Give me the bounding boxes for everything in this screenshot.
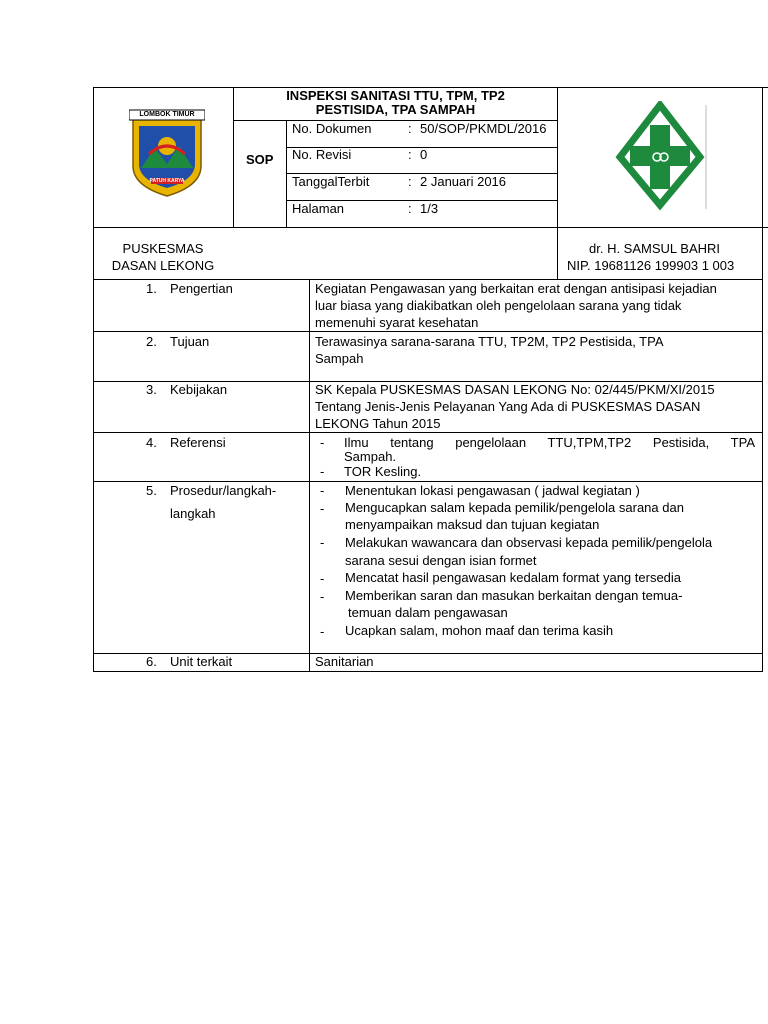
section-label: Kebijakan	[170, 382, 228, 397]
section-text-line: memenuhi syarat kesehatan	[315, 315, 479, 330]
procedure-step: menyampaikan maksud dan tujuan kegiatan	[345, 517, 600, 532]
section-number: 5.	[146, 483, 157, 498]
org-name-line-2: DASAN LEKONG	[111, 258, 215, 273]
section-label: Referensi	[170, 435, 226, 450]
title-line-2: PESTISIDA, TPA SAMPAH	[315, 102, 476, 117]
section-number: 6.	[146, 654, 157, 669]
bullet-dash: -	[320, 435, 325, 450]
procedure-step: Mencatat hasil pengawasan kedalam format yang tersedia	[345, 570, 682, 585]
sop-label: SOP	[246, 152, 274, 167]
reference-item: Ilmu tentang pengelolaan TTU,TPM,TP2 Pestisida, TPA	[344, 435, 755, 450]
bullet-dash: -	[320, 501, 325, 516]
section-number: 1.	[146, 281, 157, 296]
title-line-1: INSPEKSI SANITASI TTU, TPM, TP2	[286, 88, 505, 103]
section-text-line: Sampah	[315, 351, 364, 366]
section-number: 4.	[146, 435, 157, 450]
head-nip: NIP. 19681126 199903 1 003	[567, 258, 735, 273]
logo-banner-text: LOMBOK TIMUR	[139, 111, 195, 118]
reference-item: TOR Kesling.	[344, 464, 422, 479]
procedure-step: Melakukan wawancara dan observasi kepada pemilik/pengelola	[345, 535, 713, 550]
meta-label: No. Dokumen	[292, 121, 372, 136]
org-name-line-1: PUSKESMAS	[122, 241, 204, 256]
section-label: Unit terkait	[170, 654, 233, 669]
bullet-dash: -	[320, 571, 325, 586]
procedure-step: Menentukan lokasi pengawasan ( jadwal kegiatan )	[345, 483, 640, 498]
procedure-step: Memberikan saran dan masukan berkaitan dengan temua-	[345, 588, 683, 603]
section-value: Sanitarian	[315, 654, 374, 669]
section-text-line: LEKONG Tahun 2015	[315, 416, 441, 431]
section-label: Pengertian	[170, 281, 233, 296]
section-text-line: Tentang Jenis-Jenis Pelayanan Yang Ada di PUSKESMAS DASAN	[315, 399, 701, 414]
meta-label: TanggalTerbit	[292, 174, 370, 189]
procedure-step: Mengucapkan salam kepada pemilik/pengelola sarana dan	[345, 500, 684, 515]
bullet-dash: -	[320, 464, 325, 479]
puskesmas-logo	[610, 101, 710, 211]
section-text-line: luar biasa yang diakibatkan oleh pengelolaan sarana yang tidak	[315, 298, 682, 313]
meta-sep: :	[408, 121, 412, 136]
meta-label: Halaman	[292, 201, 345, 216]
procedure-step: sarana sesui dengan isian formet	[345, 553, 537, 568]
procedure-step: temuan dalam pengawasan	[348, 605, 508, 620]
page-title	[233, 89, 558, 117]
bullet-dash: -	[320, 535, 325, 550]
section-label: Tujuan	[170, 334, 210, 349]
meta-label: No. Revisi	[292, 147, 352, 162]
meta-value: 0	[420, 147, 428, 162]
meta-sep: :	[408, 174, 412, 189]
section-text-line: Terawasinya sarana-sarana TTU, TP2M, TP2 Pestisida, TPA	[315, 334, 664, 349]
section-label: Prosedur/langkah-	[170, 483, 277, 498]
head-name: dr. H. SAMSUL BAHRI	[589, 241, 720, 256]
section-text-line: SK Kepala PUSKESMAS DASAN LEKONG No: 02/445/PKM/XI/2015	[315, 382, 715, 397]
section-number: 3.	[146, 382, 157, 397]
lombok-timur-logo	[129, 108, 205, 198]
section-number: 2.	[146, 334, 157, 349]
logo-motto-text: PATUH KARYA	[149, 178, 185, 184]
bullet-dash: -	[320, 624, 325, 639]
bullet-dash: -	[320, 483, 325, 498]
bullet-dash: -	[320, 589, 325, 604]
procedure-step: Ucapkan salam, mohon maaf dan terima kasih	[345, 623, 614, 638]
meta-value: 1/3	[420, 201, 439, 216]
meta-value: 50/SOP/PKMDL/2016	[420, 121, 547, 136]
meta-value: 2 Januari 2016	[420, 174, 507, 189]
meta-sep: :	[408, 147, 412, 162]
reference-item: Sampah.	[344, 449, 397, 464]
section-text-line: Kegiatan Pengawasan yang berkaitan erat dengan antisipasi kejadian	[315, 281, 717, 296]
meta-sep: :	[408, 201, 412, 216]
section-label: langkah	[170, 506, 216, 521]
